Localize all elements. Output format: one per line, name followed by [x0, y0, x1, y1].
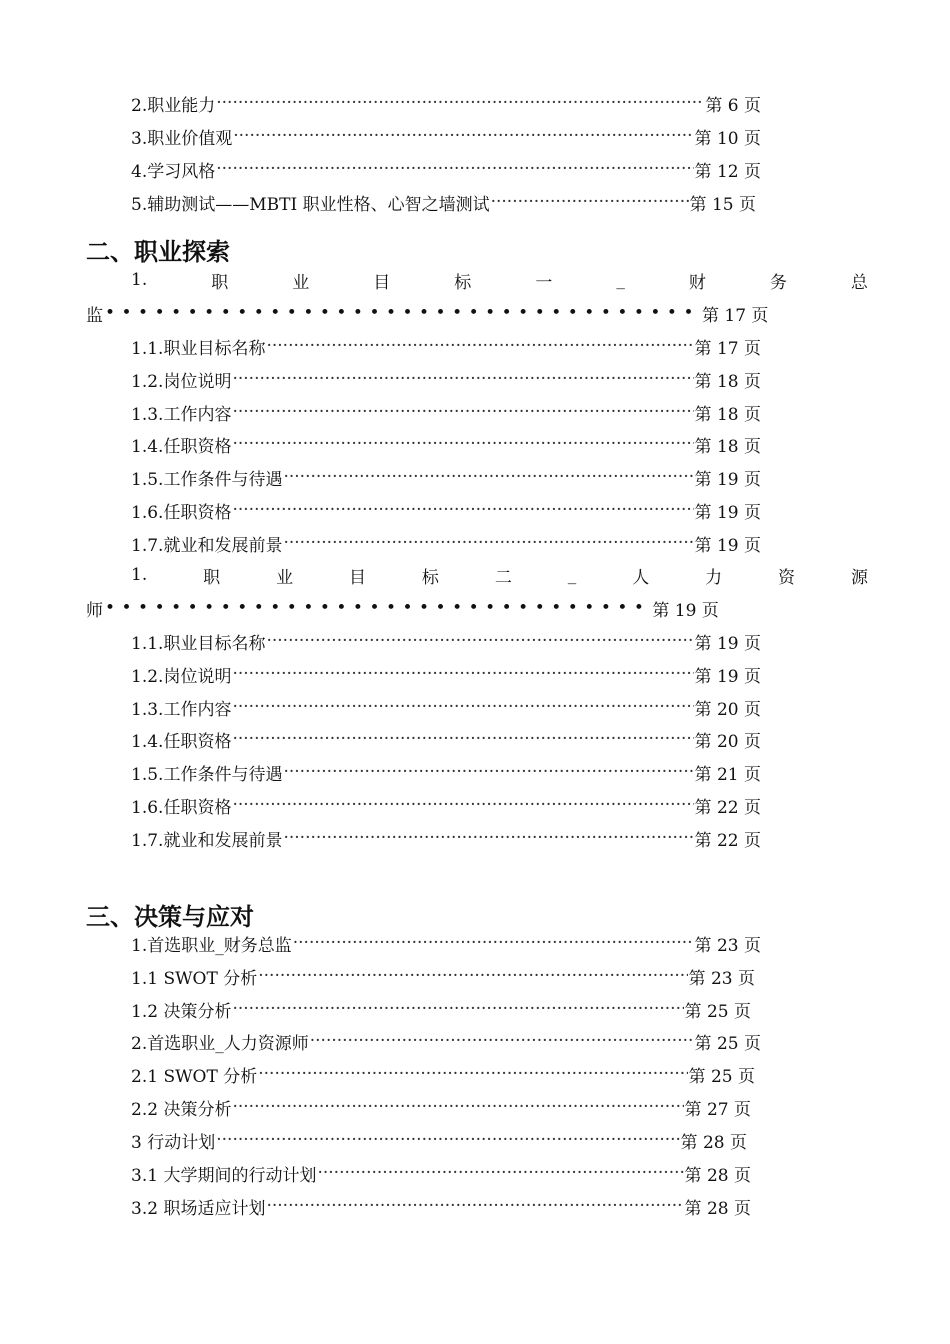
toc-entry[interactable] [131, 694, 761, 720]
goal-title-char: _ [567, 565, 577, 585]
leader-dots [232, 664, 693, 684]
goal-title-char: 一 [535, 272, 553, 293]
leader-dots [310, 1031, 694, 1051]
leader-dots [317, 1163, 683, 1183]
goal-title-char: _ [616, 270, 625, 290]
toc-entry-page: 第 21 页 [694, 764, 761, 785]
toc-entry-page: 第 23 页 [688, 968, 755, 989]
toc-entry[interactable] [131, 333, 761, 359]
goal-title-char: 资 [778, 567, 796, 588]
goal-title-char: 1. [131, 565, 148, 585]
toc-entry-page: 第 28 页 [680, 1132, 747, 1153]
leader-dots [232, 795, 693, 815]
toc-entry[interactable] [131, 189, 756, 215]
toc-entry-label: 1.首选职业_财务总监 [131, 935, 292, 956]
toc-entry-page: 第 17 页 [701, 305, 769, 326]
toc-entry-label: 1.3.工作内容 [131, 699, 232, 720]
toc-entry-page: 第 19 页 [652, 600, 719, 621]
toc-entry[interactable] [131, 759, 761, 785]
toc-entry-label: 1.6.任职资格 [131, 797, 232, 818]
toc-entry-page: 第 20 页 [694, 699, 761, 720]
toc-entry[interactable] [131, 792, 761, 818]
section-heading: 三、决策与应对 [86, 903, 254, 931]
toc-entry-label: 1.1.职业目标名称 [131, 633, 266, 654]
goal-title-line[interactable] [131, 267, 868, 293]
leader-dots [283, 762, 693, 782]
toc-entry[interactable] [131, 156, 761, 182]
leader-dots [283, 467, 693, 487]
toc-entry-label: 1.4.任职资格 [131, 731, 232, 752]
leader-dots [283, 533, 693, 553]
toc-entry[interactable] [131, 628, 761, 654]
toc-entry[interactable] [131, 530, 761, 556]
toc-entry-label: 1.6.任职资格 [131, 502, 232, 523]
toc-entry[interactable] [131, 497, 761, 523]
toc-entry-label: 1.2.岗位说明 [131, 371, 232, 392]
toc-entry[interactable] [131, 1061, 755, 1087]
leader-dots [232, 500, 693, 520]
leader-dots [232, 729, 693, 749]
toc-entry-label: 3 行动计划 [131, 1132, 216, 1153]
toc-entry[interactable] [131, 963, 755, 989]
leader-dots: •••••••••••••••••••••••••••••••••••• [105, 303, 700, 323]
goal-title-char: 财 [688, 272, 706, 293]
leader-dots [258, 1064, 687, 1084]
leader-dots [266, 336, 693, 356]
toc-entry-page: 第 18 页 [694, 404, 761, 425]
goal-title-tail: 监 [86, 305, 103, 326]
toc-entry-label: 4.学习风格 [131, 161, 216, 182]
goal-title-char: 标 [421, 567, 439, 588]
toc-entry-label: 1.3.工作内容 [131, 404, 232, 425]
goal-title-continuation[interactable] [86, 595, 719, 621]
toc-entry[interactable] [131, 123, 761, 149]
toc-entry-label: 1.2.岗位说明 [131, 666, 232, 687]
leader-dots [216, 159, 693, 179]
toc-entry[interactable] [131, 726, 761, 752]
toc-entry-label: 1.7.就业和发展前景 [131, 535, 283, 556]
goal-title-char: 职 [211, 272, 229, 293]
leader-dots [232, 1097, 683, 1117]
toc-entry-label: 2.职业能力 [131, 95, 216, 116]
toc-entry-page: 第 19 页 [694, 502, 761, 523]
goal-title-char: 人 [632, 567, 650, 588]
toc-entry[interactable] [131, 431, 761, 457]
toc-entry-page: 第 28 页 [684, 1165, 751, 1186]
goal-title-char: 1. [131, 270, 148, 290]
toc-entry[interactable] [131, 1193, 751, 1219]
toc-entry-label: 2.首选职业_人力资源师 [131, 1033, 309, 1054]
leader-dots [216, 93, 704, 113]
toc-entry-page: 第 6 页 [705, 95, 761, 116]
toc-entry-page: 第 10 页 [694, 128, 761, 149]
toc-entry-page: 第 17 页 [694, 338, 761, 359]
toc-entry-page: 第 19 页 [694, 633, 761, 654]
leader-dots [233, 126, 693, 146]
goal-title-char: 目 [349, 567, 366, 588]
leader-dots [232, 697, 693, 717]
leader-dots [232, 434, 693, 454]
goal-title-char: 职 [203, 567, 221, 588]
leader-dots [232, 369, 693, 389]
toc-entry[interactable] [131, 1160, 751, 1186]
leader-dots [232, 999, 683, 1019]
leader-dots [232, 402, 693, 422]
goal-title-char: 总 [850, 272, 868, 293]
goal-title-char: 源 [850, 567, 868, 588]
goal-title-continuation[interactable] [86, 300, 768, 326]
goal-title-char: 目 [373, 272, 391, 293]
toc-entry-page: 第 19 页 [694, 535, 761, 556]
toc-entry[interactable] [131, 996, 751, 1022]
toc-entry-page: 第 22 页 [694, 797, 761, 818]
toc-entry[interactable] [131, 825, 761, 851]
toc-entry-label: 1.4.任职资格 [131, 436, 232, 457]
toc-entry[interactable] [131, 1094, 751, 1120]
toc-entry-page: 第 28 页 [684, 1198, 751, 1219]
goal-title-char: 二 [494, 567, 512, 588]
goal-title-char: 标 [454, 272, 472, 293]
toc-entry-page: 第 25 页 [688, 1066, 755, 1087]
leader-dots [258, 966, 687, 986]
leader-dots: ••••••••••••••••••••••••••••••••• [105, 598, 651, 618]
goal-title-char: 业 [276, 567, 294, 588]
toc-entry-label: 1.7.就业和发展前景 [131, 830, 283, 851]
toc-entry-page: 第 22 页 [694, 830, 761, 851]
leader-dots [266, 1196, 683, 1216]
leader-dots [293, 933, 694, 953]
goal-title-char: 业 [292, 272, 310, 293]
toc-entry-page: 第 23 页 [694, 935, 761, 956]
toc-entry-page: 第 20 页 [694, 731, 761, 752]
leader-dots [283, 828, 693, 848]
goal-title-char: 务 [769, 272, 787, 293]
toc-entry-label: 1.1 SWOT 分析 [131, 968, 258, 989]
toc-entry-page: 第 25 页 [694, 1033, 761, 1054]
toc-entry-label: 1.1.职业目标名称 [131, 338, 266, 359]
toc-entry[interactable] [131, 90, 761, 116]
toc-entry-label: 1.5.工作条件与待遇 [131, 764, 283, 785]
toc-entry-label: 2.1 SWOT 分析 [131, 1066, 258, 1087]
toc-entry[interactable] [131, 1028, 761, 1054]
toc-entry-label: 3.2 职场适应计划 [131, 1198, 266, 1219]
goal-title-char: 力 [705, 567, 723, 588]
toc-entry-page: 第 19 页 [694, 469, 761, 490]
toc-entry-label: 3.职业价值观 [131, 128, 233, 149]
toc-entry-page: 第 27 页 [684, 1099, 751, 1120]
goal-title-tail: 师 [86, 600, 103, 621]
toc-entry-label: 1.5.工作条件与待遇 [131, 469, 283, 490]
toc-entry-label: 1.2 决策分析 [131, 1001, 232, 1022]
toc-entry[interactable] [131, 1127, 747, 1153]
toc-entry-page: 第 18 页 [694, 371, 761, 392]
toc-entry-label: 5.辅助测试——MBTI 职业性格、心智之墙测试 [131, 194, 490, 215]
section-heading: 二、职业探索 [86, 238, 230, 266]
goal-title-line[interactable] [131, 562, 868, 588]
toc-entry-label: 3.1 大学期间的行动计划 [131, 1165, 317, 1186]
toc-entry-page: 第 19 页 [694, 666, 761, 687]
toc-entry-page: 第 12 页 [694, 161, 761, 182]
toc-entry[interactable] [131, 661, 761, 687]
toc-entry[interactable] [131, 366, 761, 392]
toc-entry-label: 2.2 决策分析 [131, 1099, 232, 1120]
leader-dots [266, 631, 693, 651]
toc-entry[interactable] [131, 399, 761, 425]
toc-entry-page: 第 25 页 [684, 1001, 751, 1022]
leader-dots [491, 192, 689, 212]
leader-dots [216, 1130, 679, 1150]
toc-entry[interactable] [131, 464, 761, 490]
toc-entry-page: 第 15 页 [689, 194, 756, 215]
toc-entry-page: 第 18 页 [694, 436, 761, 457]
toc-entry[interactable] [131, 930, 761, 956]
